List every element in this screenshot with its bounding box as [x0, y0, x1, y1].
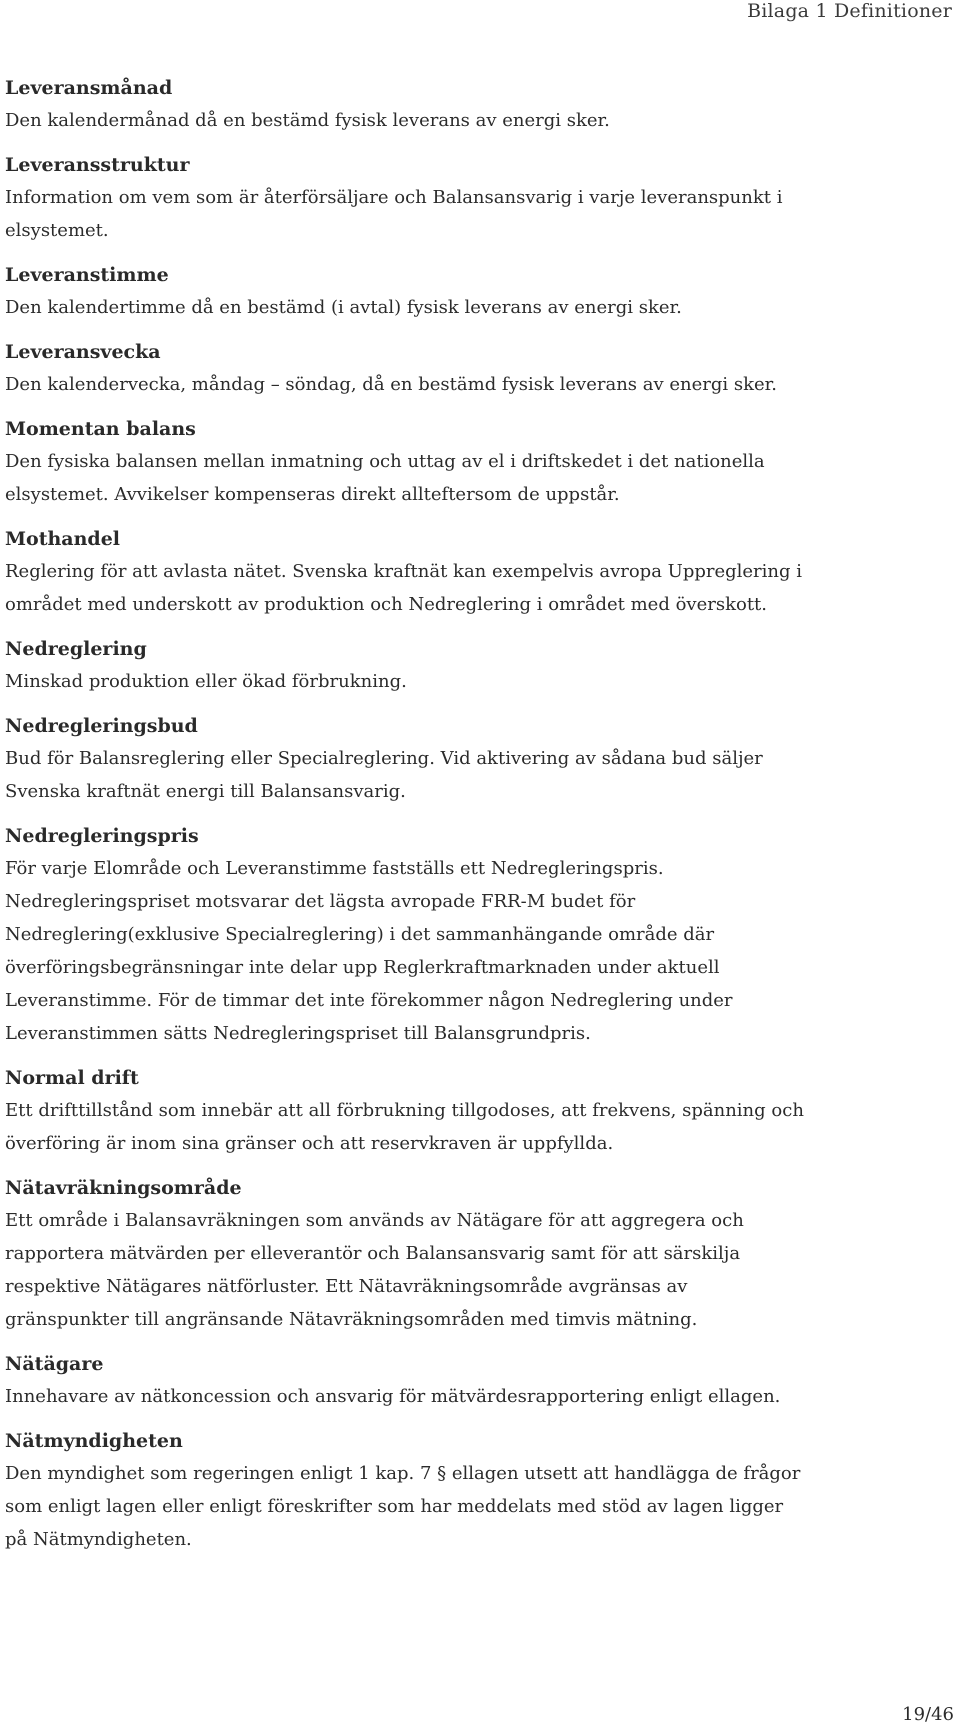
definition-term: Nedregleringsbud	[5, 715, 198, 737]
definition-term: Nedreglering	[5, 638, 147, 660]
definition-text: Reglering för att avlasta nätet. Svenska kraftnät kan exempelvis avropa Uppreglering i området med underskott av produktion och Nedreglering i området med överskott.	[5, 561, 803, 615]
definition-text: Den fysiska balansen mellan inmatning och uttag av el i driftskedet i det nationella elsystemet. Avvikelser kompenseras direkt allteftersom de uppstår.	[5, 451, 765, 505]
definition-entry	[5, 72, 811, 137]
definition-entry	[5, 336, 811, 401]
definition-term: Nätägare	[5, 1353, 104, 1375]
definition-entry	[5, 1425, 811, 1556]
definition-term: Leveranstimme	[5, 264, 169, 286]
definition-text: Ett område i Balansavräkningen som används av Nätägare för att aggregera och rapportera mätvärden per elleverantör och Balansansvarig samt för att särskilja respektive Nätägares nätförluster. Ett Nätavräkningsområde avgränsas av gränspunkter till angränsande Nätavräkningsområden med timvis mätning.	[5, 1210, 744, 1330]
definition-text: Ett drifttillstånd som innebär att all förbrukning tillgodoses, att frekvens, spänning och överföring är inom sina gränser och att reservkraven är uppfyllda.	[5, 1100, 804, 1154]
definition-entry	[5, 523, 811, 621]
definition-entry	[5, 259, 811, 324]
definition-text: Den myndighet som regeringen enligt 1 kap. 7 § ellagen utsett att handlägga de frågor som enligt lagen eller enligt föreskrifter som har meddelats med stöd av lagen ligger på Nätmyndigheten.	[5, 1463, 801, 1550]
definition-term: Nätavräkningsområde	[5, 1177, 242, 1199]
definition-term: Leveransstruktur	[5, 154, 190, 176]
definition-term: Nedregleringspris	[5, 825, 199, 847]
definitions-list	[5, 72, 811, 1568]
definition-term: Leveransvecka	[5, 341, 161, 363]
definition-term: Momentan balans	[5, 418, 196, 440]
definition-text: Minskad produktion eller ökad förbrukning.	[5, 671, 407, 692]
page-header: Bilaga 1 Definitioner	[747, 0, 952, 22]
definition-entry	[5, 633, 811, 698]
definition-text: Den kalendervecka, måndag – söndag, då en bestämd fysisk leverans av energi sker.	[5, 374, 778, 395]
definition-entry	[5, 1348, 811, 1413]
definition-text: Innehavare av nätkoncession och ansvarig för mätvärdesrapportering enligt ellagen.	[5, 1386, 781, 1407]
definition-entry	[5, 149, 811, 247]
definition-text: Bud för Balansreglering eller Specialreglering. Vid aktivering av sådana bud säljer Svenska kraftnät energi till Balansansvarig.	[5, 748, 763, 802]
definition-text: Den kalendertimme då en bestämd (i avtal) fysisk leverans av energi sker.	[5, 297, 682, 318]
definition-entry	[5, 820, 811, 1050]
definition-term: Normal drift	[5, 1067, 139, 1089]
definition-entry	[5, 710, 811, 808]
definition-term: Nätmyndigheten	[5, 1430, 183, 1452]
definition-entry	[5, 413, 811, 511]
definition-text: Information om vem som är återförsäljare och Balansansvarig i varje leveranspunkt i elsystemet.	[5, 187, 783, 241]
page-number: 19/46	[902, 1704, 954, 1725]
definition-term: Leveransmånad	[5, 77, 173, 99]
definition-text: För varje Elområde och Leveranstimme fastställs ett Nedregleringspris. Nedregleringspriset motsvarar det lägsta avropade FRR-M budet för Nedreglering(exklusive Specialreglering) i det sammanhängande område där överföringsbegränsningar inte delar upp Reglerkraftmarknaden under aktuell Leveranstimme. För de timmar det inte förekommer någon Nedreglering under Leveranstimmen sätts Nedregleringspriset till Balansgrundpris.	[5, 858, 733, 1044]
definition-text: Den kalendermånad då en bestämd fysisk leverans av energi sker.	[5, 110, 610, 131]
definition-entry	[5, 1172, 811, 1336]
definition-entry	[5, 1062, 811, 1160]
definition-term: Mothandel	[5, 528, 121, 550]
